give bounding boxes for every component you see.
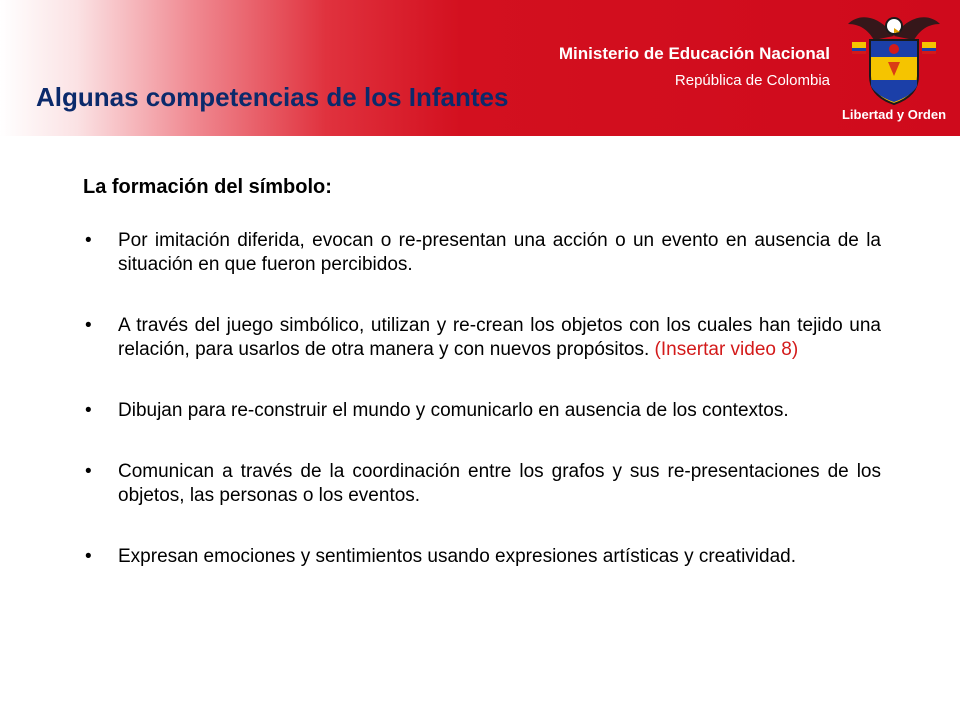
bullet-text: Por imitación diferida, evocan o re-presentan una acción o un evento en ausencia de la situación en que fueron percibidos. xyxy=(118,230,881,275)
list-item xyxy=(83,460,881,508)
list-item xyxy=(83,545,881,569)
republic-name: República de Colombia xyxy=(674,72,830,89)
bullet-text: Expresan emociones y sentimientos usando expresiones artísticas y creatividad. xyxy=(118,546,797,567)
bullet-text: Comunican a través de la coordinación entre los grafos y sus re-presentaciones de los objetos, las personas o los eventos. xyxy=(118,461,881,506)
page-title: Algunas competencias de los Infantes xyxy=(36,82,509,112)
header-banner xyxy=(0,0,960,136)
ministry-name: Ministerio de Educación Nacional xyxy=(558,44,830,63)
slide-content xyxy=(83,175,881,606)
list-item xyxy=(83,314,881,362)
video-note: (Insertar video 8) xyxy=(654,339,799,360)
list-item xyxy=(83,229,881,277)
bullet-list xyxy=(83,229,881,569)
section-subtitle: La formación del símbolo: xyxy=(83,176,332,198)
motto-text: Libertad y Orden xyxy=(841,107,947,122)
bullet-text: Dibujan para re-construir el mundo y comunicarlo en ausencia de los contextos. xyxy=(118,400,789,421)
list-item xyxy=(83,399,881,423)
bullet-text: A través del juego simbólico, utilizan y re-crean los objetos con los cuales han tejido una relación, para usarlos de otra manera y con nuevos propósitos. xyxy=(118,315,881,360)
